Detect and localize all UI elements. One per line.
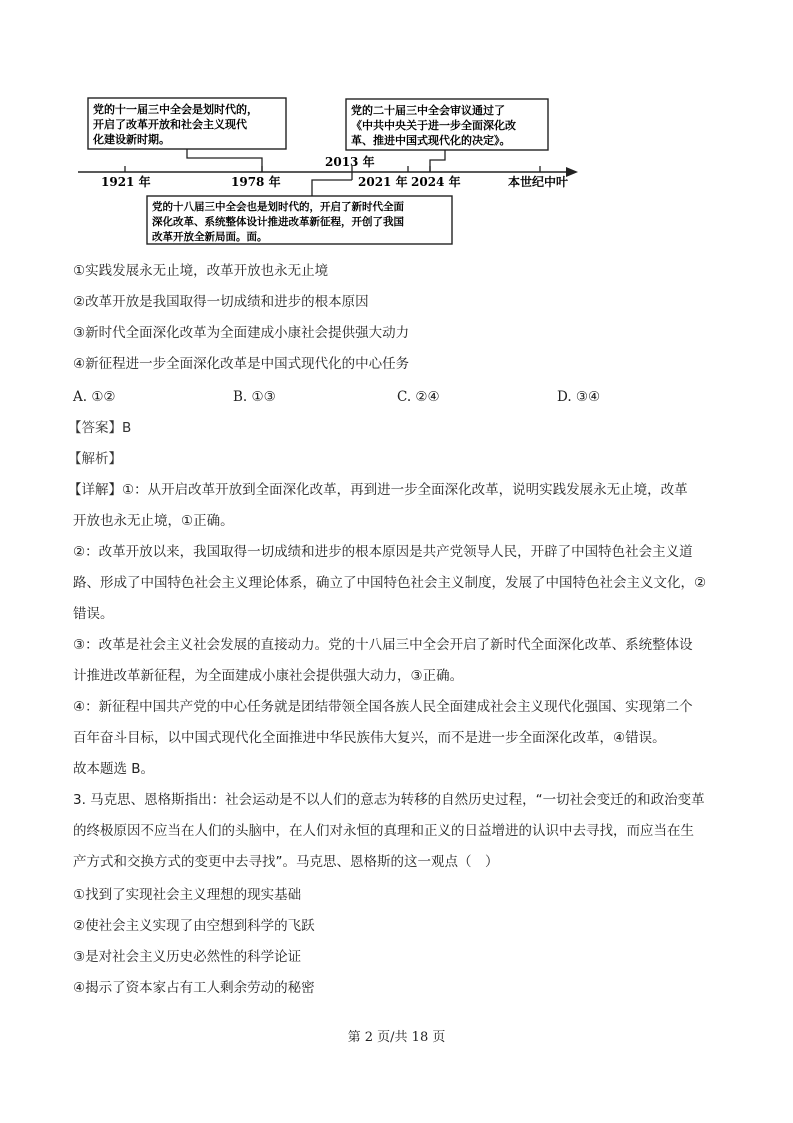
detail-line: ②：改革开放以来，我国取得一切成绩和进步的根本原因是共产党领导人民，开辟了中国特色社会主义道 (73, 544, 693, 560)
detail-line: ④：新征程中国共产党的中心任务就是团结带领全国各族人民全面建成社会主义现代化强国、实现第二个 (73, 699, 693, 715)
connector-2013 (312, 180, 352, 196)
question-3-line: 产方式和交换方式的变更中去寻找”。马克思、恩格斯的这一观点（ ） (73, 854, 499, 870)
year-2021: 2021 年 (358, 175, 408, 189)
detail-line: 开放也永无止境，①正确。 (73, 513, 234, 529)
option-2: ②改革开放是我国取得一切成绩和进步的根本原因 (73, 294, 369, 310)
timeline-box-1978-line: 化建设新时期。 (93, 133, 170, 146)
question-3-line: 的终极原因不应当在人们的头脑中，在人们对永恒的真理和正义的日益增进的认识中去寻找，而应当在生 (73, 823, 694, 839)
q3-option-4: ④揭示了资本家占有工人剩余劳动的秘密 (73, 980, 315, 996)
choice-d: D. ③④ (557, 389, 601, 405)
year-1978: 1978 年 (231, 175, 281, 189)
detail-line: ③：改革是社会主义社会发展的直接动力。党的十八届三中全会开启了新时代全面深化改革、系统整体设 (73, 637, 693, 653)
year-2013: 2013 年 (325, 155, 375, 169)
q3-option-3: ③是对社会主义历史必然性的科学论证 (73, 949, 302, 965)
analysis-label: 【解析】 (68, 451, 122, 467)
timeline-box-1978-line: 党的十一届三中全会是划时代的， (93, 103, 258, 116)
year-1921: 1921 年 (101, 175, 151, 189)
detail-line: 计推进改革新征程，为全面建成小康社会提供强大动力，③正确。 (73, 668, 464, 684)
page-footer: 第 2 页/共 18 页 (347, 1030, 446, 1045)
timeline-box-2024-line: 革、推进中国式现代化的决定》。 (351, 134, 511, 147)
timeline-figure (0, 0, 793, 250)
choice-c: C. ②④ (397, 389, 440, 405)
connector-2024 (430, 150, 445, 172)
connector-1978 (187, 149, 262, 172)
timeline-box-2013-line: 深化改革、系统整体设计推进改革新征程，开创了我国 (152, 216, 404, 228)
timeline-box-2013-line: 改革开放全新局面。面。 (152, 231, 268, 243)
timeline-box-2013-line: 党的十八届三中全会也是划时代的，开启了新时代全面 (152, 201, 404, 213)
q3-option-1: ①找到了实现社会主义理想的现实基础 (73, 887, 302, 903)
detail-line: 错误。 (73, 606, 114, 622)
timeline-box-1978-line: 开启了改革开放和社会主义现代 (93, 118, 247, 131)
option-3: ③新时代全面深化改革为全面建成小康社会提供强大动力 (73, 325, 410, 341)
detail-line: 【详解】①：从开启改革开放到全面深化改革，再到进一步全面深化改革，说明实践发展永无止境，改革 (68, 482, 688, 498)
year-2024: 2024 年 (411, 175, 461, 189)
detail-line: 路、形成了中国特色社会主义理论体系，确立了中国特色社会主义制度，发展了中国特色社会主义文化，② (73, 575, 707, 591)
choice-a: A. ①② (73, 389, 116, 405)
question-3-line: 3. 马克思、恩格斯指出：社会运动是不以人们的意志为转移的自然历史过程，“一切社会变迁的和政治变革 (73, 792, 705, 808)
timeline-box-2024-line: 党的二十届三中全会审议通过了 (351, 104, 505, 117)
detail-line: 故本题选 B。 (73, 761, 155, 777)
year-future: 本世纪中叶 (508, 175, 569, 189)
option-4: ④新征程进一步全面深化改革是中国式现代化的中心任务 (73, 356, 410, 372)
choice-b: B. ①③ (233, 389, 276, 405)
option-1: ①实践发展永无止境，改革开放也永无止境 (73, 263, 329, 279)
answer-label: 【答案】B (68, 420, 132, 436)
q3-option-2: ②使社会主义实现了由空想到科学的飞跃 (73, 918, 315, 934)
detail-line: 百年奋斗目标，以中国式现代化全面推进中华民族伟大复兴，而不是进一步全面深化改革，④错误。 (73, 730, 666, 746)
timeline-box-2024-line: 《中共中央关于进一步全面深化改 (351, 119, 516, 132)
